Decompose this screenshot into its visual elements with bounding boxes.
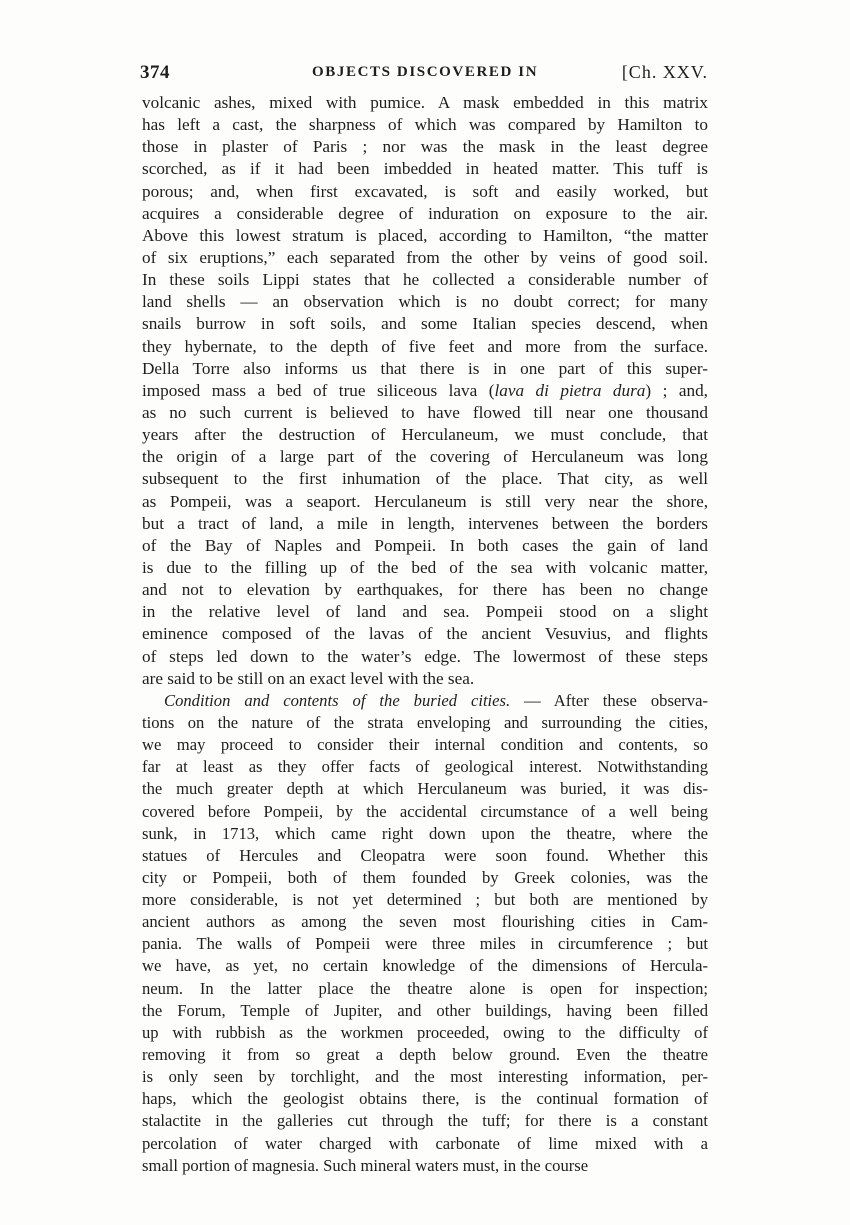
body-text bbox=[142, 92, 708, 1177]
text-line: is only seen by torchlight, and the most interesting information, per- bbox=[142, 1067, 708, 1087]
paragraph-buried-cities bbox=[142, 690, 708, 1177]
text-line: scorched, as if it had been imbedded in heated matter. This tuff is bbox=[142, 159, 708, 179]
text-line: we may proceed to consider their internal condition and contents, so bbox=[142, 735, 708, 755]
text-line: Above this lowest stratum is placed, according to Hamilton, “the matter bbox=[142, 225, 708, 245]
text-line: the Forum, Temple of Jupiter, and other buildings, having been filled bbox=[142, 1000, 708, 1020]
text-line: land shells — an observation which is no doubt correct; for many bbox=[142, 292, 708, 312]
text-line bbox=[142, 380, 708, 402]
text-line: and not to elevation by earthquakes, for there has been no change bbox=[142, 580, 708, 600]
text-line: ancient authors as among the seven most flourishing cities in Cam- bbox=[142, 912, 708, 932]
text-line: those in plaster of Paris ; nor was the mask in the least degree bbox=[142, 137, 708, 157]
text-line: statues of Hercules and Cleopatra were soon found. Whether this bbox=[142, 845, 708, 865]
text-line: sunk, in 1713, which came right down upon the theatre, where the bbox=[142, 823, 708, 843]
text-line: in the relative level of land and sea. Pompeii stood on a slight bbox=[142, 602, 708, 622]
text-line: haps, which the geologist obtains there, is the continual formation of bbox=[142, 1089, 708, 1109]
text-line: In these soils Lippi states that he collected a considerable number of bbox=[142, 270, 708, 290]
text-line: but a tract of land, a mile in length, intervenes between the borders bbox=[142, 513, 708, 533]
italic-text: lava di pietra dura bbox=[494, 380, 646, 400]
text-line: pania. The walls of Pompeii were three miles in circumference ; but bbox=[142, 934, 708, 954]
page-number: 374 bbox=[140, 62, 170, 83]
text-line: tions on the nature of the strata enveloping and surrounding the cities, bbox=[142, 712, 708, 732]
text-line bbox=[142, 690, 708, 712]
text-line: neum. In the latter place the theatre alone is open for inspection; bbox=[142, 978, 708, 998]
text-line: as Pompeii, was a seaport. Herculaneum is still very near the shore, bbox=[142, 491, 708, 511]
text-line: up with rubbish as the workmen proceeded, owing to the difficulty of bbox=[142, 1022, 708, 1042]
text-line: has left a cast, the sharpness of which was compared by Hamilton to bbox=[142, 115, 708, 135]
running-title: OBJECTS DISCOVERED IN bbox=[312, 64, 539, 80]
text-line: snails burrow in soft soils, and some Italian species descend, when bbox=[142, 314, 708, 334]
text-line: eminence composed of the lavas of the ancient Vesuvius, and flights bbox=[142, 624, 708, 644]
text-line: city or Pompeii, both of them founded by Greek colonies, was the bbox=[142, 867, 708, 887]
text-line: years after the destruction of Herculaneum, we must conclude, that bbox=[142, 425, 708, 445]
paragraph-strata bbox=[142, 92, 708, 690]
page-header bbox=[140, 62, 708, 86]
text-line: we have, as yet, no certain knowledge of the dimensions of Hercula- bbox=[142, 956, 708, 976]
text-segment: ) ; and, bbox=[645, 380, 708, 400]
text-line: volcanic ashes, mixed with pumice. A mask embedded in this matrix bbox=[142, 93, 708, 112]
text-line: are said to be still on an exact level with the sea. bbox=[142, 668, 475, 688]
text-line: small portion of magnesia. Such mineral waters must, in the course bbox=[142, 1155, 589, 1175]
text-line: removing it from so great a depth below ground. Even the theatre bbox=[142, 1045, 708, 1065]
text-line: is due to the filling up of the bed of the sea with volcanic matter, bbox=[142, 557, 708, 577]
text-line: as no such current is believed to have flowed till near one thousand bbox=[142, 402, 708, 422]
text-line: more considerable, is not yet determined ; but both are mentioned by bbox=[142, 890, 708, 910]
chapter-reference: [Ch. XXV. bbox=[621, 62, 708, 82]
text-segment: — After these observa- bbox=[510, 690, 708, 710]
text-line: percolation of water charged with carbonate of lime mixed with a bbox=[142, 1133, 708, 1153]
italic-text: Condition and contents of the buried cities. bbox=[164, 690, 511, 710]
text-segment: imposed mass a bed of true siliceous lava ( bbox=[142, 380, 495, 400]
text-line: the much greater depth at which Herculaneum was buried, it was dis- bbox=[142, 779, 708, 799]
text-line: of six eruptions,” each separated from the other by veins of good soil. bbox=[142, 247, 708, 267]
text-line: of the Bay of Naples and Pompeii. In both cases the gain of land bbox=[142, 535, 708, 555]
text-line: acquires a considerable degree of induration on exposure to the air. bbox=[142, 203, 708, 223]
text-line: Della Torre also informs us that there is in one part of this super- bbox=[142, 358, 708, 378]
text-line: porous; and, when first excavated, is soft and easily worked, but bbox=[142, 181, 708, 201]
text-line: they hybernate, to the depth of five feet and more from the surface. bbox=[142, 336, 708, 356]
text-line: the origin of a large part of the covering of Herculaneum was long bbox=[142, 447, 708, 467]
text-line: covered before Pompeii, by the accidental circumstance of a well being bbox=[142, 801, 708, 821]
text-line: far at least as they offer facts of geological interest. Notwithstanding bbox=[142, 757, 708, 777]
text-line: of steps led down to the water’s edge. The lowermost of these steps bbox=[142, 646, 708, 666]
text-line: stalactite in the galleries cut through the tuff; for there is a constant bbox=[142, 1111, 708, 1131]
text-line: subsequent to the first inhumation of the place. That city, as well bbox=[142, 469, 708, 489]
